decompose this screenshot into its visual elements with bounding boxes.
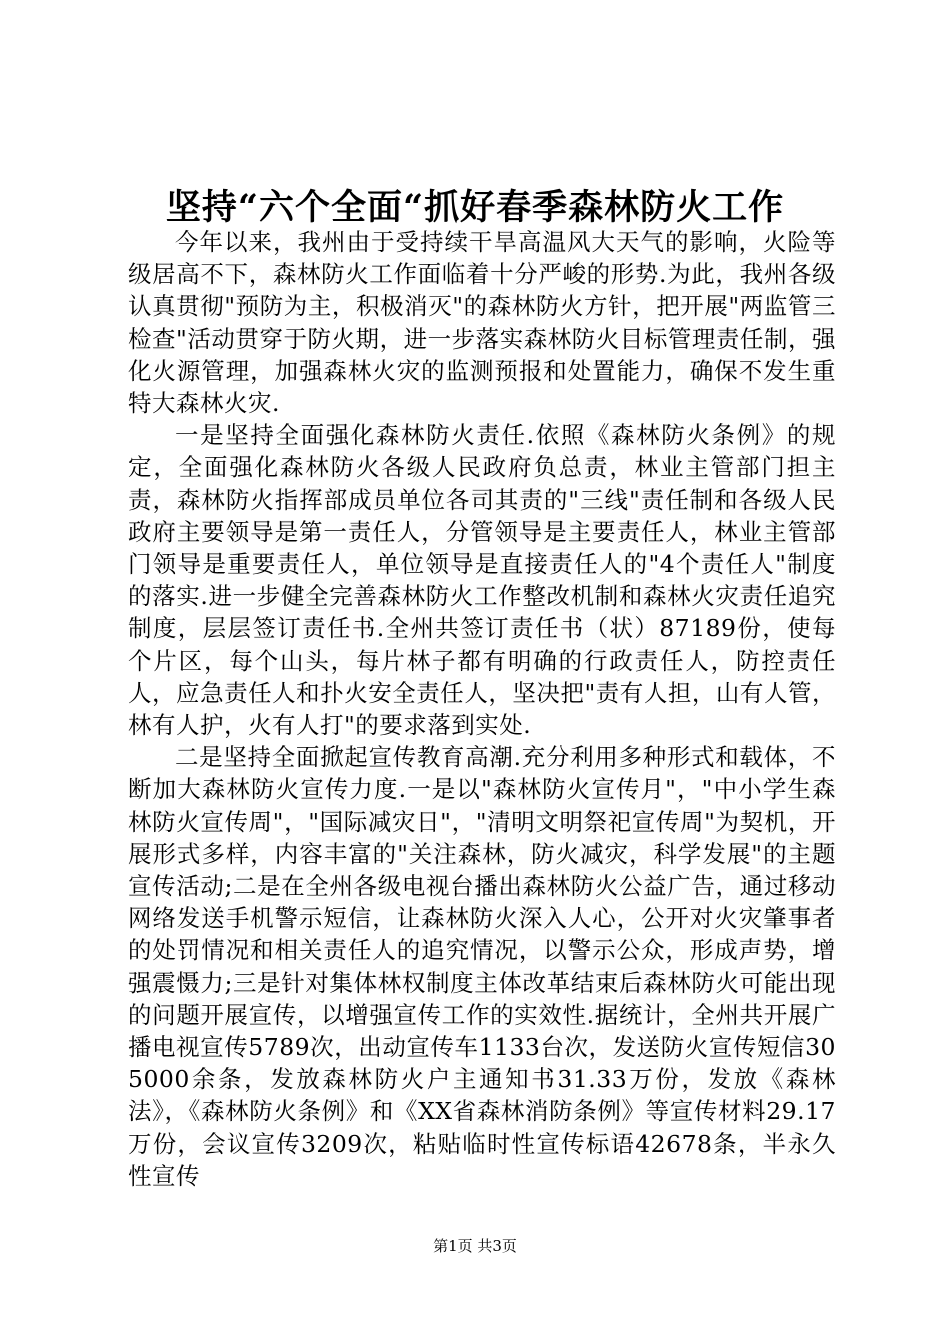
paragraph-publicity: 二是坚持全面掀起宣传教育高潮.充分利用多种形式和载体，不断加大森林防火宣传力度.一是以"森林防火宣传月"，"中小学生森林防火宣传周"，"国际减灾日"，"清明文明祭祀宣传周"为契机，开展形式多样，内容丰富的"关注森林，防火减灾，科学发展"的主题宣传活动;二是在全州各级电视台播出森林防火公益广告，通过移动网络发送手机警示短信，让森林防火深入人心，公开对火灾肇事者的处罚情况和相关责任人的追究情况，以警示公众，形成声势，增强震慑力;三是针对集体林权制度主体改革结束后森林防火可能出现的问题开展宣传，以增强宣传工作的实效性.据统计，全州共开展广播电视宣传5789次，出动宣传车1133台次，发送防火宣传短信305000余条，发放森林防火户主通知书31.33万份，发放《森林法》，《森林防火条例》和《XX省森林消防条例》等宣传材料29.17万份，会议宣传3209次，粘贴临时性宣传标语42678条，半永久性宣传 [128,743,836,1190]
paragraph-intro: 今年以来，我州由于受持续干旱高温风大天气的影响，火险等级居高不下，森林防火工作面临着十分严峻的形势.为此，我州各级认真贯彻"预防为主，积极消灭"的森林防火方针，把开展"两监管三检查"活动贯穿于防火期，进一步落实森林防火目标管理责任制，强化火源管理，加强森林火灾的监测预报和处置能力，确保不发生重特大森林火灾. [128,228,836,418]
document-body [128,226,836,1192]
paragraph-responsibility: 一是坚持全面强化森林防火责任.依照《森林防火条例》的规定，全面强化森林防火各级人民政府负总责，林业主管部门担主责，森林防火指挥部成员单位各司其责的"三线"责任制和各级人民政府主要领导是第一责任人，分管领导是主要责任人，林业主管部门领导是重要责任人，单位领导是直接责任人的"4个责任人"制度的落实.进一步健全完善森林防火工作整改机制和森林火灾责任追究制度，层层签订责任书.全州共签订责任书（状）87189份，使每个片区，每个山头，每片林子都有明确的行政责任人，防控责任人，应急责任人和扑火安全责任人，坚决把"责有人担，山有人管，林有人护，火有人打"的要求落到实处. [128,421,836,740]
page-footer: 第1页 共3页 [433,1237,517,1255]
document-title: 坚持“六个全面“抓好春季森林防火工作 [165,187,785,228]
